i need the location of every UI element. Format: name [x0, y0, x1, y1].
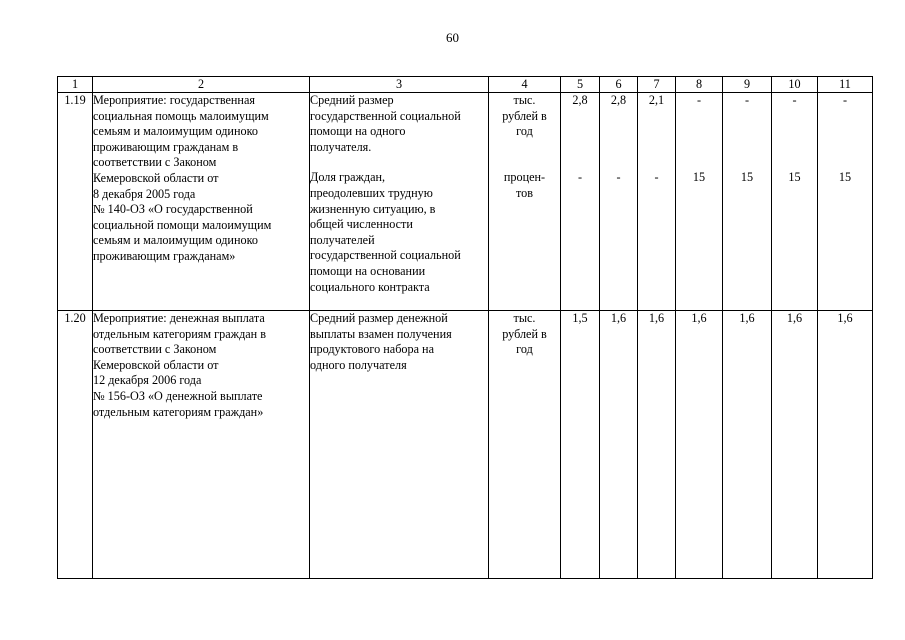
value-cell	[561, 93, 600, 311]
header-cell: 4	[489, 77, 561, 93]
value-cell	[723, 311, 772, 579]
header-cell: 6	[600, 77, 638, 93]
header-cell: 11	[818, 77, 873, 93]
value-cell	[638, 93, 676, 311]
value-cell	[676, 93, 723, 311]
value-cell	[772, 311, 818, 579]
value-cell	[818, 93, 873, 311]
value: 1,6	[648, 311, 665, 325]
value-cell	[818, 311, 873, 579]
value: 15	[788, 170, 801, 185]
table-row	[58, 93, 873, 311]
value: -	[577, 170, 583, 185]
header-cell: 3	[310, 77, 489, 93]
value-cell	[561, 311, 600, 579]
header-cell: 2	[93, 77, 310, 93]
header-cell: 9	[723, 77, 772, 93]
indicator-cell	[310, 311, 489, 579]
row-number: 1.19	[58, 93, 93, 311]
value-cell	[600, 93, 638, 311]
value: 15	[740, 170, 754, 185]
value: 1,6	[837, 311, 853, 325]
value: -	[792, 93, 797, 107]
value: 2,8	[572, 93, 588, 107]
value-cell	[723, 93, 772, 311]
value: 2,1	[648, 93, 665, 107]
value: -	[744, 93, 750, 107]
header-cell: 10	[772, 77, 818, 93]
value: -	[696, 93, 702, 107]
measure-text: Мероприятие: государственная социальная помощь малоимущим семьям и малоимущим одиноко проживающим гражданам в соответствии с Законом Кемеровской области от 8 декабря 2005 года № 140-ОЗ «О государственной социальной помощи малоимущим семьям и малоимущим одиноко проживающим гражданам»	[93, 93, 310, 311]
value: 1,6	[739, 311, 755, 325]
unit-cell	[489, 311, 561, 579]
row-number: 1.20	[58, 311, 93, 579]
header-cell: 1	[58, 77, 93, 93]
header-cell: 7	[638, 77, 676, 93]
value: -	[616, 170, 621, 185]
value: 1,5	[572, 311, 588, 325]
value-cell	[600, 311, 638, 579]
page-number: 60	[446, 30, 459, 45]
value-cell	[638, 311, 676, 579]
indicators-table	[57, 76, 873, 579]
value: 15	[692, 170, 706, 185]
value-cell	[676, 311, 723, 579]
unit-text: тыс. рублей в год	[502, 311, 547, 357]
value: 2,8	[610, 93, 627, 107]
header-row	[58, 77, 873, 93]
value: -	[654, 170, 659, 185]
value: 1,6	[691, 311, 707, 325]
value: 1,6	[610, 311, 627, 325]
indicator-cell	[310, 93, 489, 311]
header-cell: 8	[676, 77, 723, 93]
indicator-name: Средний размер денежной выплаты взамен получения продуктового набора на одного получателя	[310, 311, 452, 372]
indicator-name: Средний размер государственной социальной помощи на одного получателя.	[310, 93, 461, 154]
unit-text: тыс. рублей в год	[502, 93, 547, 139]
value-cell	[772, 93, 818, 311]
unit-text: процен- тов	[503, 170, 546, 200]
measure-text: Мероприятие: денежная выплата отдельным категориям граждан в соответствии с Законом Кемеровской области от 12 декабря 2006 года № 156-ОЗ «О денежной выплате отдельным категориям граждан»	[93, 311, 310, 579]
indicator-name: Доля граждан, преодолевших трудную жизненную ситуацию, в общей численности получателей государственной социальной помощи на основании социального контракта	[310, 170, 461, 294]
value: -	[842, 93, 848, 107]
table-row	[58, 311, 873, 579]
unit-cell	[489, 93, 561, 311]
value: 1,6	[786, 311, 803, 325]
header-cell: 5	[561, 77, 600, 93]
value: 15	[838, 170, 852, 185]
